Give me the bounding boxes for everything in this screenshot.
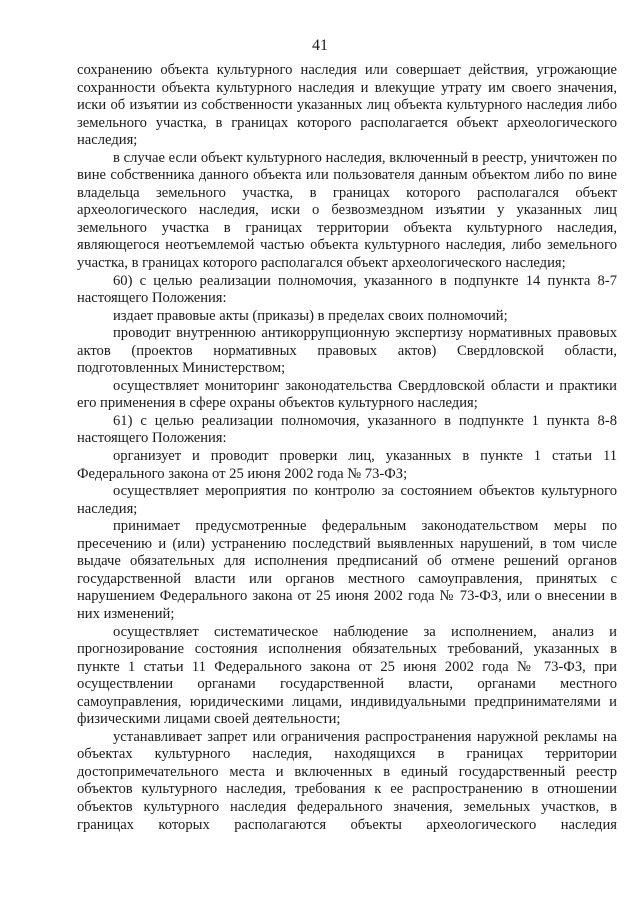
paragraph: организует и проводит проверки лиц, указанных в пункте 1 статьи 11 Федерального закона от 25 июня 2002 года № 73-ФЗ; xyxy=(77,448,617,482)
paragraph: 61) с целью реализации полномочия, указанного в подпункте 1 пункта 8-8 настоящего Положения: xyxy=(77,412,617,447)
paragraph: в случае если объект культурного наследия, включенный в реестр, уничтожен по вине собственника данного объекта или пользователя данным объектом либо по вине владельца земельного участка, в границах которого располагался объект археологического наследия, иски о безвозмездном изъятии у указанных лиц земельного участка в границах территории объекта культурного наследия, являющегося неотъемлемой частью объекта культурного наследия, либо земельного участка, в границах которого располагался объект археологического наследия; xyxy=(77,149,617,272)
paragraph: осуществляет мероприятия по контролю за состоянием объектов культурного наследия; xyxy=(77,483,617,517)
page-number: 41 xyxy=(312,37,328,54)
paragraph: проводит внутреннюю антикоррупционную экспертизу нормативных правовых актов (проектов нормативных правовых актов) Свердловской области, подготовленных Министерством; xyxy=(77,325,617,377)
paragraph: издает правовые акты (приказы) в пределах своих полномочий; xyxy=(113,307,508,324)
paragraph: устанавливает запрет или ограничения распространения наружной рекламы на объектах культурного наследия, находящихся в границах территории достопримечательного места и включенных в единый государственный реестр объектов культурного наследия, требования к ее распространению в отношении объектов культурного наследия федерального значения, земельных участков, в границах которых располагаются объекты археологического наследия xyxy=(77,728,617,833)
paragraph: принимает предусмотренные федеральным законодательством меры по пресечению и (или) устранению последствий выявленных нарушений, в том числе выдаче обязательных для исполнения предписаний об отмене решений органов государственной власти или органов местного самоуправления, принятых с нарушением Федерального закона от 25 июня 2002 года № 73-ФЗ, или о внесении в них изменений; xyxy=(77,518,617,622)
document-body xyxy=(77,62,617,834)
paragraph: осуществляет систематическое наблюдение за исполнением, анализ и прогнозирование состояния исполнения обязательных требований, указанных в пункте 1 статьи 11 Федерального закона от 25 июня 2002 года № 73-ФЗ, при осуществлении органами государственной власти, органами местного самоуправления, юридическими лицами, индивидуальными предпринимателями и физическими лицами своей деятельности; xyxy=(77,623,617,728)
paragraph: осуществляет мониторинг законодательства Свердловской области и практики его применения в сфере охраны объектов культурного наследия; xyxy=(77,377,617,412)
paragraph: 60) с целью реализации полномочия, указанного в подпункте 14 пункта 8-7 настоящего Положения: xyxy=(77,272,617,307)
paragraph: сохранению объекта культурного наследия или совершает действия, угрожающие сохранности объекта культурного наследия и влекущие утрату им своего значения, иски об изъятии из собственности указанных лиц объекта культурного наследия либо земельного участка, в границах которого располагается объект археологического наследия; xyxy=(77,62,617,149)
